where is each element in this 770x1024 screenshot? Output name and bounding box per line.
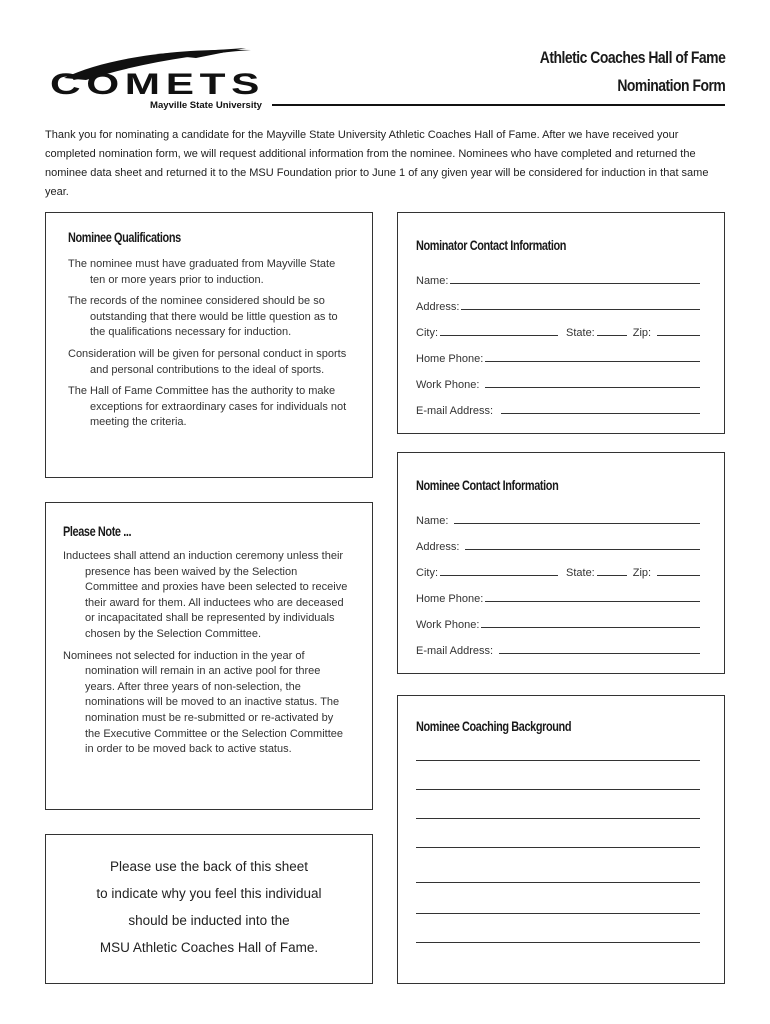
- field-label: State:: [566, 327, 595, 339]
- coaching-heading: Nominee Coaching Background: [416, 718, 572, 734]
- field-label: E-mail Address:: [416, 645, 494, 657]
- field-label: State:: [566, 567, 595, 579]
- logo-subtitle: Mayville State University: [150, 100, 263, 111]
- nominee-email-line[interactable]: [499, 653, 700, 654]
- field-label: Zip:: [632, 327, 652, 339]
- qualification-item: The nominee must have graduated from Mayville State ten or more years prior to induction.: [68, 258, 336, 286]
- intro-paragraph: Thank you for nominating a candidate for the Mayville State University Athletic Coaches Hall of Fame. After we have received your completed nomination form, we will request additional information from the nominee. Nominees who have completed and returned the nominee data sheet and returned it to the MSU Foundation prior to June 1 of any given year will be considered for induction in that same year.: [45, 129, 709, 198]
- nominee-email-field[interactable]: [416, 631, 700, 657]
- nominee-home-phone-line[interactable]: [485, 601, 700, 602]
- qualification-item: The records of the nominee considered should be so outstanding that there would be little question as to the qualifications necessary for induction.: [68, 295, 338, 339]
- field-label: Home Phone:: [416, 353, 484, 365]
- nominee-work-phone-field[interactable]: [416, 605, 700, 631]
- qualifications-box: [45, 212, 373, 478]
- field-label: Zip:: [632, 567, 652, 579]
- nominee-address-field[interactable]: [416, 527, 700, 553]
- comets-logo-graphic: [46, 44, 271, 114]
- field-label: City:: [416, 567, 438, 579]
- nominator-work-phone-line[interactable]: [485, 387, 700, 388]
- coaching-line[interactable]: [416, 847, 700, 848]
- nominator-work-phone-field[interactable]: [416, 365, 700, 391]
- nominator-home-phone-field[interactable]: [416, 339, 700, 365]
- coaching-line[interactable]: [416, 942, 700, 943]
- nominee-city-line[interactable]: [440, 575, 558, 576]
- title-line-1: Athletic Coaches Hall of Fame: [539, 48, 725, 67]
- field-label: E-mail Address:: [416, 405, 494, 417]
- nominee-home-phone-field[interactable]: [416, 579, 700, 605]
- field-label: Address:: [416, 541, 460, 553]
- nominee-state-line[interactable]: [597, 575, 627, 576]
- nominator-name-field[interactable]: [416, 261, 700, 287]
- nominator-state-line[interactable]: [597, 335, 627, 336]
- closing-line-3: should be inducted into the: [128, 913, 290, 928]
- field-label: Name:: [416, 275, 449, 287]
- coaching-line[interactable]: [416, 882, 700, 883]
- coaching-line[interactable]: [416, 789, 700, 790]
- field-label: Address:: [416, 301, 460, 313]
- field-label: Home Phone:: [416, 593, 484, 605]
- nominee-heading: Nominee Contact Information: [416, 477, 559, 493]
- please-note-heading: Please Note ...: [63, 523, 132, 539]
- nominator-email-line[interactable]: [501, 413, 700, 414]
- nominator-email-field[interactable]: [416, 391, 700, 417]
- coaching-box: [397, 695, 725, 984]
- nominee-city-state-zip-field[interactable]: [416, 553, 700, 579]
- nominee-name-line[interactable]: [454, 523, 700, 524]
- closing-line-1: Please use the back of this sheet: [109, 859, 309, 874]
- nominator-city-line[interactable]: [440, 335, 558, 336]
- nominator-address-field[interactable]: [416, 287, 700, 313]
- nominator-name-line[interactable]: [450, 283, 700, 284]
- field-label: Name:: [416, 515, 449, 527]
- header-rule: [272, 104, 725, 106]
- nominee-address-line[interactable]: [465, 549, 700, 550]
- note-item: Inductees shall attend an induction ceremony unless their presence has been waived by the Selection Committee and proxies have been selected to receive their award for them. All inductees who are deceased or incapacitated shall be represented by individuals chosen by the Selection Committee.: [63, 550, 348, 640]
- nominator-home-phone-line[interactable]: [485, 361, 700, 362]
- comets-logo: [46, 44, 271, 114]
- field-label: Work Phone:: [416, 619, 480, 631]
- please-note-box: [45, 502, 373, 810]
- nominee-zip-line[interactable]: [657, 575, 700, 576]
- nominee-box: [397, 452, 725, 674]
- qualification-item: The Hall of Fame Committee has the authority to make exceptions for extraordinary cases for individuals not meeting the criteria.: [68, 385, 347, 429]
- qualification-item: Consideration will be given for personal conduct in sports and personal contributions to the ideal of sports.: [68, 347, 347, 376]
- qualifications-heading: Nominee Qualifications: [68, 229, 181, 245]
- note-item: Nominees not selected for induction in the year of nomination will remain in an active pool for three years. After three years of non-selection, the nominations will be moved to an inactive status. The nomination must be re-submitted or re-activated by the Executive Committee or the Selection Committee in order to be moved back to active status.: [63, 649, 344, 756]
- nominee-name-field[interactable]: [416, 501, 700, 527]
- nominator-city-state-zip-field[interactable]: [416, 313, 700, 339]
- logo-wordmark: COMETS: [50, 68, 265, 101]
- field-label: City:: [416, 327, 438, 339]
- nominator-zip-line[interactable]: [657, 335, 700, 336]
- closing-box: [45, 834, 373, 984]
- coaching-line[interactable]: [416, 760, 700, 761]
- coaching-line[interactable]: [416, 913, 700, 914]
- nominator-heading: Nominator Contact Information: [416, 237, 567, 253]
- nominator-address-line[interactable]: [461, 309, 700, 310]
- nominee-work-phone-line[interactable]: [481, 627, 700, 628]
- closing-line-4: MSU Athletic Coaches Hall of Fame.: [99, 940, 319, 955]
- title-line-2: Nomination Form: [616, 76, 725, 95]
- coaching-line[interactable]: [416, 818, 700, 819]
- closing-line-2: to indicate why you feel this individual: [96, 886, 322, 901]
- nominator-box: [397, 212, 725, 434]
- field-label: Work Phone:: [416, 379, 480, 391]
- form-title: [539, 44, 725, 100]
